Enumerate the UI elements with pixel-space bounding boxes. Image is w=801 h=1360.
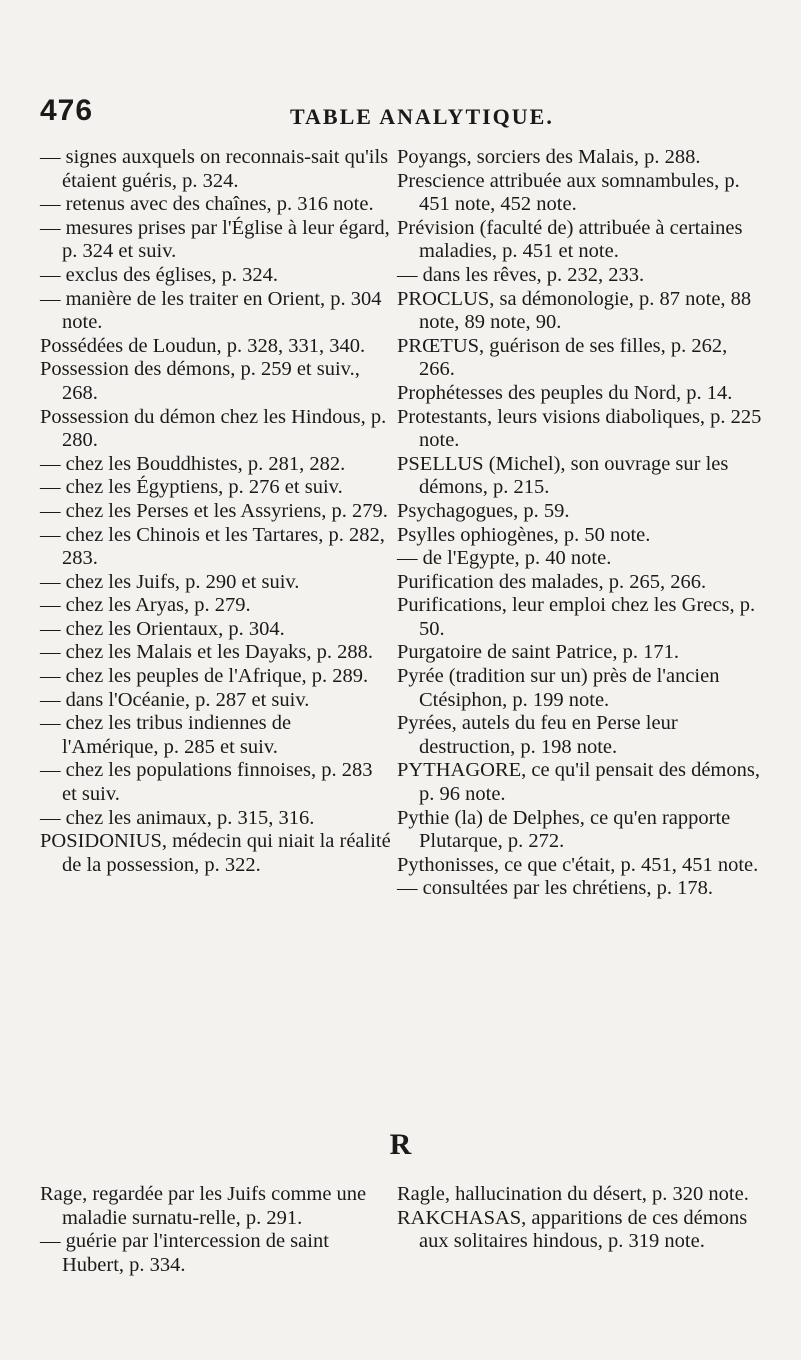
- page-header: [40, 94, 760, 134]
- index-entry: — consultées par les chrétiens, p. 178.: [397, 877, 713, 900]
- index-entry: PYTHAGORE, ce qu'il pensait des démons, p. 96 note.: [397, 759, 760, 806]
- index-entry: — chez les Juifs, p. 290 et suiv.: [40, 570, 300, 593]
- index-entry: Psylles ophiogènes, p. 50 note.: [397, 523, 651, 546]
- index-entry: RAKCHASAS, apparitions de ces démons aux solitaires hindous, p. 319 note.: [397, 1206, 748, 1253]
- index-entry: Possession des démons, p. 259 et suiv., 268.: [40, 358, 360, 404]
- index-entry: Purification des malades, p. 265, 266.: [397, 570, 707, 593]
- index-entry: Prescience attribuée aux somnambules, p. 451 note, 452 note.: [397, 169, 740, 216]
- index-entry: — de l'Egypte, p. 40 note.: [397, 547, 612, 570]
- index-entry: Prévision (faculté de) attribuée à certaines maladies, p. 451 et note.: [397, 216, 743, 263]
- index-entry: — exclus des églises, p. 324.: [40, 263, 278, 286]
- index-entry: — chez les Chinois et les Tartares, p. 282, 283.: [40, 523, 385, 570]
- index-entry: Possession du démon chez les Hindous, p. 280.: [40, 405, 387, 452]
- index-entry: Pyrées, autels du feu en Perse leur destruction, p. 198 note.: [397, 712, 678, 758]
- running-title: TABLE ANALYTIQUE.: [290, 104, 554, 129]
- bottom-right-column: [397, 1183, 767, 1254]
- page-number: 476: [40, 94, 94, 127]
- index-entry: — chez les Orientaux, p. 304.: [40, 617, 285, 640]
- index-entry: — dans l'Océanie, p. 287 et suiv.: [40, 688, 310, 711]
- index-entry: Protestants, leurs visions diaboliques, p. 225 note.: [397, 405, 762, 452]
- index-entry: — chez les peuples de l'Afrique, p. 289.: [40, 665, 369, 688]
- index-entry: Poyangs, sorciers des Malais, p. 288.: [397, 146, 701, 168]
- index-entry: — retenus avec des chaînes, p. 316 note.: [40, 193, 374, 216]
- index-entry: Possédées de Loudun, p. 328, 331, 340.: [40, 334, 366, 357]
- section-letter: R: [389, 1128, 412, 1161]
- index-entry: — chez les animaux, p. 315, 316.: [40, 806, 315, 829]
- index-entry: — chez les tribus indiennes de l'Amérique, p. 285 et suiv.: [40, 712, 292, 758]
- index-entry: PRŒTUS, guérison de ses filles, p. 262, 266.: [397, 334, 728, 381]
- index-entry: — chez les Bouddhistes, p. 281, 282.: [40, 452, 346, 475]
- index-entry: Prophétesses des peuples du Nord, p. 14.: [397, 381, 733, 404]
- index-entry: PROCLUS, sa démonologie, p. 87 note, 88 note, 89 note, 90.: [397, 287, 752, 334]
- index-entry: Purifications, leur emploi chez les Grecs, p. 50.: [397, 594, 756, 640]
- index-entry: PSELLUS (Michel), son ouvrage sur les démons, p. 215.: [397, 452, 729, 499]
- right-column: [397, 146, 767, 901]
- index-entry: — chez les Aryas, p. 279.: [40, 594, 251, 617]
- index-entry: — mesures prises par l'Église à leur égard, p. 324 et suiv.: [40, 216, 390, 263]
- index-entry: — signes auxquels on reconnais-sait qu'ils étaient guéris, p. 324.: [40, 146, 389, 192]
- index-entry: Pythie (la) de Delphes, ce qu'en rapporte Plutarque, p. 272.: [397, 806, 731, 853]
- index-entry: Purgatoire de saint Patrice, p. 171.: [397, 641, 680, 664]
- index-entry: Ragle, hallucination du désert, p. 320 note.: [397, 1183, 749, 1205]
- index-entry: — manière de les traiter en Orient, p. 304 note.: [40, 287, 382, 334]
- index-entry: POSIDONIUS, médecin qui niait la réalité de la possession, p. 322.: [40, 830, 391, 876]
- index-entry: Pythonisses, ce que c'était, p. 451, 451 note.: [397, 853, 759, 876]
- index-entry: — chez les populations finnoises, p. 283 et suiv.: [40, 759, 373, 806]
- index-entry: — dans les rêves, p. 232, 233.: [397, 263, 645, 286]
- index-entry: — guérie par l'intercession de saint Hubert, p. 334.: [40, 1230, 329, 1276]
- index-entry: Pyrée (tradition sur un) près de l'ancien Ctésiphon, p. 199 note.: [397, 665, 720, 711]
- index-entry: Psychagogues, p. 59.: [397, 499, 570, 522]
- index-entry: — chez les Malais et les Dayaks, p. 288.: [40, 641, 374, 664]
- left-column: [40, 146, 392, 877]
- index-entry: — chez les Perses et les Assyriens, p. 279.: [40, 499, 388, 522]
- index-entry: — chez les Égyptiens, p. 276 et suiv.: [40, 476, 343, 499]
- index-entry: Rage, regardée par les Juifs comme une maladie surnatu-relle, p. 291.: [40, 1183, 367, 1229]
- bottom-left-column: [40, 1183, 392, 1277]
